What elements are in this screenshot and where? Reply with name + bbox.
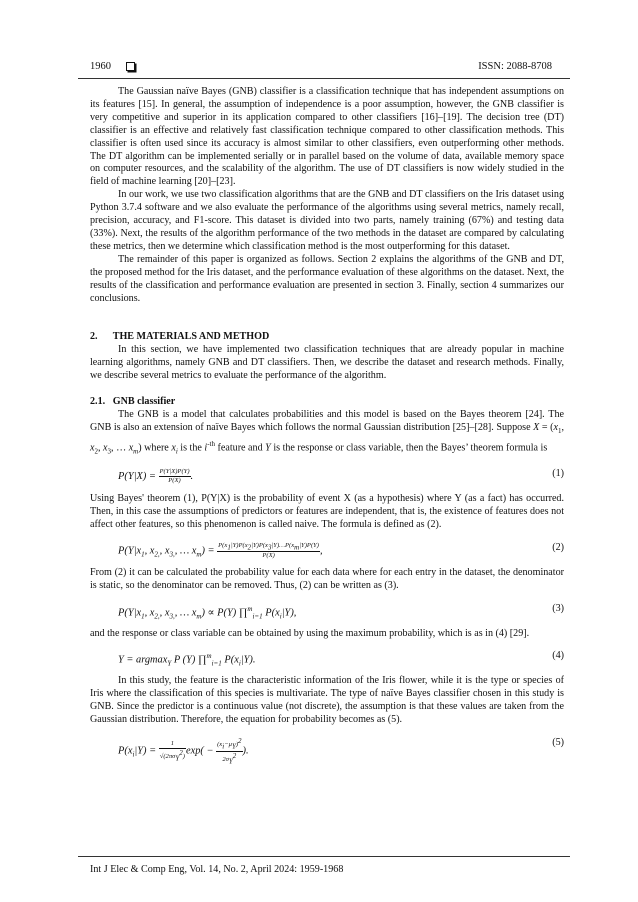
page-number: 1960 — [90, 61, 111, 72]
equation-1: P(Y|X) = $\frac{P(Y|X)P(Y)}{P(X)}$ . (1) — [118, 468, 564, 485]
subsection-heading — [90, 396, 564, 409]
paragraph-our-work: In our work, we use two classification algorithms that are the GNB and DT classifiers on the Iris dataset using Python 3.7.4 software and we also evaluate the performance of the algorithms using several metrics, namely recall, precision, accuracy, and F1-score. This dataset is divided into two parts, namely training (67%) and testing data (33%). Next, the results of the algorithm performance of the two methods in the dataset are compared by calculating these metrics, then we determine which classification method is the most outperforming for this dataset. — [90, 189, 564, 252]
page-header — [78, 58, 560, 74]
equation-number: (2) — [552, 541, 564, 553]
body-text — [90, 86, 564, 770]
subsection-title: GNB classifier — [112, 396, 176, 408]
equation-4: Y = argmax$_Y$ P (Y) ∏$^m_{i=1}$ $P(x_i|Y)$. (4) — [118, 650, 564, 669]
paragraph-gnb-def: The GNB is a model that calculates probabilities and this model is based on the Bayes theorem [24]. The GNB is also an extension of naïve Bayes which follows the normal Gaussian distribution [25]–[28]. Suppose $X = (x_1$, $x_2$, $x_3$, … $x_m$) where $x_i$ is the $i^{-th}$ feature and Y is the response or class variable, then the Bayes’ theorem formula is — [90, 408, 564, 456]
paragraph-iris-feature: In this study, the feature is the characteristic information of the Iris flower, while it is the type or species of Iris where the classification of this species is multivariate. The type of naïve Bayes classifier chosen in this study is GNB. Since the predictor is a continuous value (not discrete), the assumption is that these values are taken from the Gaussian distribution. Therefore, the equation for probability becomes as (5). — [90, 675, 564, 726]
subsection-number: 2.1. — [90, 396, 106, 408]
equation-5: $P(x_i|Y)$ = $\frac{1}{√(2\pi\sigma_Y^2)}$ exp( − $\frac{(x_i-\mu_Y)^2}{2\sigma_Y^2}$ ). (5) — [118, 737, 564, 766]
section-title: THE MATERIALS AND METHOD — [112, 331, 270, 343]
equation-2: $P(Y|x_1$, $x_{2,}$, $x_{3,}$, … $x_m$) = $\frac{P(x_1|Y)P(x_2|Y)P(x_3|Y)\dots P(x_m|Y)P(Y)}{P(X)}$ , (2) — [118, 541, 564, 560]
paragraph-organization: The remainder of this paper is organized as follows. Section 2 explains the algorithms of the GNB and DT, the proposed method for the Iris dataset, and the performance evaluation of these algorithms on the dataset. Next, the results of the classification and performance evaluation are presented in section 3. Finally, section 4 summarizes our conclusions. — [90, 253, 564, 304]
paragraph-max-prob: and the response or class variable can be obtained by using the maximum probability, which is as in (4) [29]. — [90, 627, 530, 639]
header-rule — [78, 78, 570, 79]
paragraph-intro-gnb: The Gaussian naïve Bayes (GNB) classifier is a classification technique that has independent assumptions on its features [15]. In general, the assumption of independence is a poor assumption, however, the GNB classifier is very competitive and superior in its application compared to other classifiers [16]–[19]. The decision tree (DT) classifier is an effective and relatively fast classification technique compared to other classification methods. This classifier is often used since its accuracy is almost similar to other classifiers, even outperforming other methods. The DT algorithm can be implemented serially or in parallel based on the volume of data, available memory space on computer resources, and the scalability of the algorithm. The use of DT classifiers is now widely studied in the field of machine learning [20]–[23]. — [90, 86, 564, 188]
paragraph-denominator: From (2) it can be calculated the probability value for each data where for each entry in the dataset, the denominator is static, so the denominator can be removed. Thus, (2) can be written as (3). — [90, 566, 564, 591]
paragraph-section-intro: In this section, we have implemented two classification techniques that are already popular in machine learning algorithms, namely GNB and DT classifiers. Then, we describe the dataset and research methods. Finally, we describe several metrics to evaluate the performance of the algorithm. — [90, 344, 564, 382]
section-number: 2. — [90, 331, 98, 343]
issn-label: ISSN: 2088-8708 — [478, 61, 552, 72]
equation-number: (4) — [552, 650, 564, 662]
footer-rule — [78, 856, 570, 857]
square-icon — [126, 62, 135, 71]
equation-3: $P(Y|x_1$, $x_{2,}$, $x_{3,}$, … $x_m) \propto P(Y)$ ∏$^m_{i=1}$ $P(x_i|Y)$, (3) — [118, 602, 564, 621]
equation-number: (5) — [552, 737, 564, 749]
page-footer: Int J Elec & Comp Eng, Vol. 14, No. 2, April 2024: 1959-1968 — [90, 864, 344, 875]
paragraph-bayes: Using Bayes' theorem (1), P(Y|X) is the probability of event X (as a hypothesis) where Y (as a fact) has occurred. Then, in this case the assumptions of predictors or features are independent, that is, the existence of features does not affect other features, so this phenomenon is called naive. The formula is defined as (2). — [90, 493, 564, 530]
equation-number: (1) — [552, 468, 564, 480]
section-heading — [90, 331, 564, 344]
equation-number: (3) — [552, 602, 564, 614]
